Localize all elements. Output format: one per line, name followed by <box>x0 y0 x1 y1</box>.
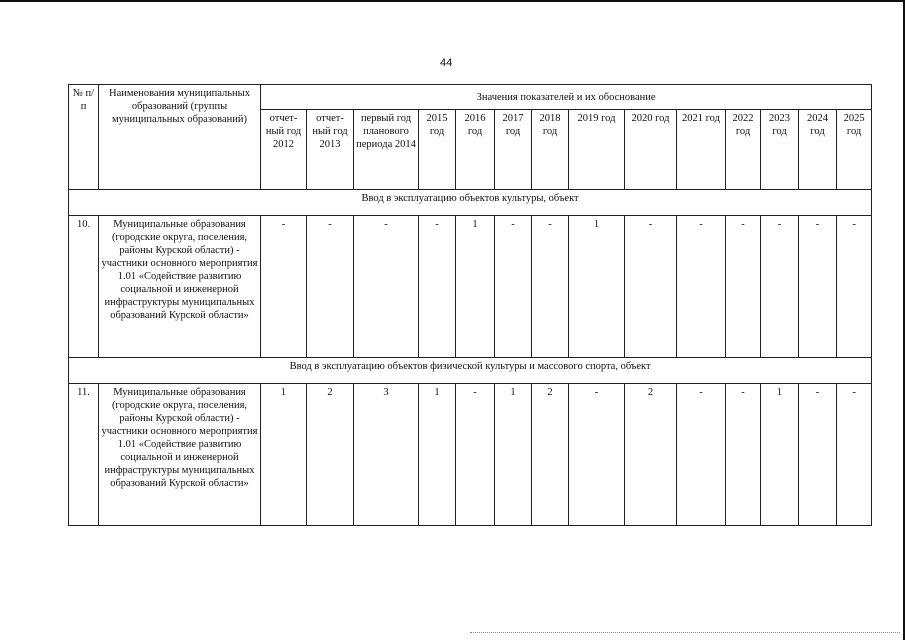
value-cell: 1 <box>261 384 307 526</box>
header-col: 2025 год <box>837 110 872 190</box>
header-col: первый год планового периода 2014 <box>354 110 419 190</box>
section-title: Ввод в эксплуатацию объектов физической культуры и массового спорта, объект <box>69 358 872 384</box>
value-cell: - <box>837 216 872 358</box>
header-col: 2024 год <box>799 110 837 190</box>
value-cell: - <box>726 384 761 526</box>
value-cell: - <box>495 216 532 358</box>
value-cell: 1 <box>495 384 532 526</box>
header-values-group: Значения показателей и их обоснование <box>261 85 872 110</box>
row-number: 11. <box>69 384 99 526</box>
indicators-table <box>68 84 872 526</box>
header-col: 2018 год <box>532 110 569 190</box>
value-cell: 2 <box>532 384 569 526</box>
value-cell: - <box>677 216 726 358</box>
value-cell: 1 <box>569 216 625 358</box>
header-col: 2015 год <box>419 110 456 190</box>
value-cell: 2 <box>307 384 354 526</box>
header-col: 2017 год <box>495 110 532 190</box>
value-cell: - <box>307 216 354 358</box>
value-cell: 1 <box>761 384 799 526</box>
value-cell: - <box>625 216 677 358</box>
header-col: 2016 год <box>456 110 495 190</box>
header-col: 2021 год <box>677 110 726 190</box>
header-col: 2022 год <box>726 110 761 190</box>
header-col: 2023 год <box>761 110 799 190</box>
value-cell: - <box>419 216 456 358</box>
header-col: отчет-ный год 2012 <box>261 110 307 190</box>
row-name: Муниципальные образования (городские округа, поселения, районы Курской области) - участники основного мероприятия 1.01 «Содействие развитию социальной и инженерной инфраструктуры муниципальных образований Курской области» <box>99 216 261 358</box>
value-cell: - <box>799 216 837 358</box>
row-number: 10. <box>69 216 99 358</box>
value-cell: - <box>726 216 761 358</box>
header-col: 2020 год <box>625 110 677 190</box>
value-cell: 2 <box>625 384 677 526</box>
section-title: Ввод в эксплуатацию объектов культуры, объект <box>69 190 872 216</box>
page-number: 44 <box>440 57 453 69</box>
header-col: 2019 год <box>569 110 625 190</box>
row-name: Муниципальные образования (городские округа, поселения, районы Курской области) - участники основного мероприятия 1.01 «Содействие развитию социальной и инженерной инфраструктуры муниципальных образований Курской области» <box>99 384 261 526</box>
value-cell: - <box>761 216 799 358</box>
scan-artifact-line <box>470 632 900 635</box>
value-cell: - <box>456 384 495 526</box>
value-cell: - <box>799 384 837 526</box>
value-cell: - <box>532 216 569 358</box>
value-cell: 1 <box>456 216 495 358</box>
header-col: отчет-ный год 2013 <box>307 110 354 190</box>
value-cell: - <box>354 216 419 358</box>
header-name: Наименования муниципальных образований (группы муниципальных образований) <box>99 85 261 190</box>
value-cell: - <box>677 384 726 526</box>
value-cell: 3 <box>354 384 419 526</box>
value-cell: - <box>261 216 307 358</box>
value-cell: 1 <box>419 384 456 526</box>
value-cell: - <box>569 384 625 526</box>
value-cell: - <box>837 384 872 526</box>
header-num: № п/п <box>69 85 99 190</box>
